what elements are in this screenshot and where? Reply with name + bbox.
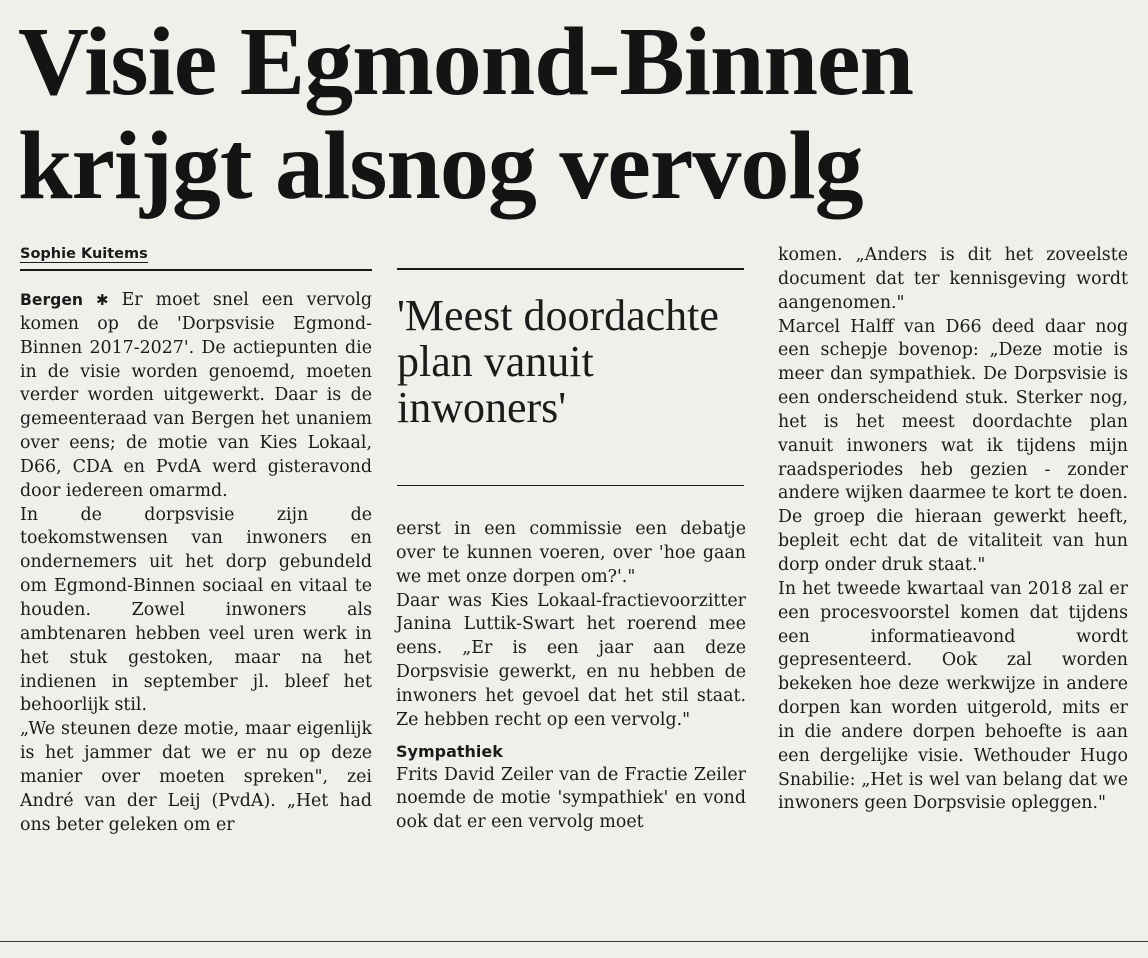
subheading-sympathiek: Sympathiek <box>396 741 503 761</box>
pullquote-top-rule <box>397 268 744 270</box>
pullquote-bottom-rule <box>397 485 744 486</box>
article-column-1 <box>20 244 372 837</box>
paragraph-5: Daar was Kies Lokaal-fractievoorzitter Janina Luttik-Swart het roerend mee eens. „Er is een jaar aan deze Dorpsvisie gewerkt, en nu hebben de inwoners het gevoel dat het stil staat. Ze hebben recht op een vervolg." <box>396 590 746 730</box>
pullquote-line-2: plan vanuit <box>397 337 594 386</box>
paragraph-6: Frits David Zeiler van de Fractie Zeiler noemde de motie 'sympathiek' en vond ook dat er een vervolg moet <box>396 764 746 833</box>
headline-line-1: Visie Egmond-Binnen <box>18 8 913 116</box>
paragraph-3: „We steunen deze motie, maar eigenlijk is het jammer dat we er nu op deze manier over moeten spreken", zei André van der Leij (PvdA). „Het had ons beter geleken om er <box>20 719 372 835</box>
dateline: Bergen <box>20 291 83 309</box>
paragraph-2: In de dorpsvisie zijn de toekomstwensen van inwoners en ondernemers uit het dorp gebundeld om Egmond-Binnen sociaal en vitaal te houden. Zowel inwoners als ambtenaren hebben veel uren werk in het stuk gestoken, maar na het indienen in september jl. bleef het behoorlijk stil. <box>20 504 372 716</box>
pullquote <box>397 293 747 431</box>
pullquote-line-1: 'Meest doordachte <box>397 291 719 340</box>
byline-author: Sophie Kuitems <box>20 246 148 262</box>
paragraph-7: komen. „Anders is dit het zoveelste document dat ter kennisgeving wordt aangenomen." <box>778 245 1128 313</box>
paragraph-1-text: Er moet snel een vervolg komen op de 'Dorpsvisie Egmond-Binnen 2017-2027'. De actiepunten die in de visie worden genoemd, moeten verder worden uitgewerkt. Daar is de gemeenteraad van Bergen het unaniem over eens; de motie van Kies Lokaal, D66, CDA en PvdA werd gisteravond door iedereen omarmd. <box>20 290 372 501</box>
paragraph-9: In het tweede kwartaal van 2018 zal er een procesvoorstel komen dat tijdens een informatieavond wordt gepresenteerd. Ook zal worden bekeken hoe deze werkwijze in andere dorpen kan worden uitgerold, mits er in die andere dorpen behoefte is aan een dergelijke visie. Wethouder Hugo Snabilie: „Het is wel van belang dat we inwoners geen Dorpsvisie opleggen." <box>778 578 1128 814</box>
article-column-3 <box>778 244 1128 816</box>
bottom-rule <box>0 941 1148 942</box>
article-column-2 <box>396 518 746 835</box>
pullquote-line-3: inwoners' <box>397 383 567 432</box>
headline-line-2: krijgt alsnog vervolg <box>18 112 863 220</box>
dateline-star-icon: ✱ <box>96 291 109 309</box>
byline <box>20 244 372 271</box>
paragraph-8: Marcel Halff van D66 deed daar nog een schepje bovenop: „Deze motie is meer dan sympathiek. De Dorpsvisie is een onderscheidend stuk. Sterker nog, het is het meest doordachte plan vanuit inwoners wat ik tijdens mijn raadsperiodes heb gezien - zonder andere wijken daarmee te kort te doen. De groep die hieraan gewerkt heeft, bepleit echt dat de vitaliteit van hun dorp onder druk staat." <box>778 316 1128 575</box>
paragraph-4: eerst in een commissie een debatje over te kunnen voeren, over 'hoe gaan we met onze dorpen om?'." <box>396 519 746 587</box>
paragraph-1 <box>20 289 372 504</box>
headline <box>18 10 1128 218</box>
